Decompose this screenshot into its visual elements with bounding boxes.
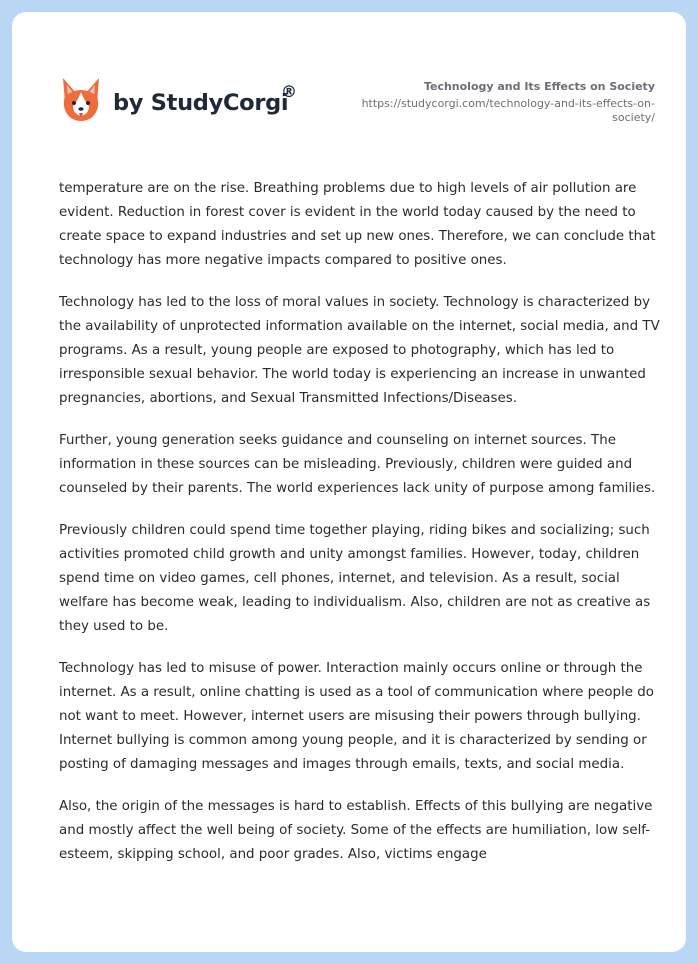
page-header <box>12 12 686 162</box>
document-body <box>59 177 661 885</box>
paragraph: Previously children could spend time together playing, riding bikes and socializing; such activities promoted child growth and unity amongst families. However, today, children spend time on video games, cell phones, internet, and television. As a result, social welfare has become weak, leading to individualism. Also, children are not as creative as they used to be. <box>59 523 651 634</box>
document-meta <box>325 80 655 125</box>
corgi-logo-icon <box>59 76 103 124</box>
document-title: Technology and Its Effects on Society <box>423 80 655 93</box>
document-url[interactable] <box>325 97 655 125</box>
paragraph: temperature are on the rise. Breathing problems due to high levels of air pollution are evident. Reduction in forest cover is evident in the world today caused by the need to create space to expand industries and set up new ones. Therefore, we can conclude that technology has more negative impacts compared to positive ones. <box>59 181 656 268</box>
registered-mark: ® <box>281 82 297 101</box>
document-url-line-1[interactable]: https://studycorgi.com/technology-and-its-effects-on- <box>361 97 655 110</box>
paragraph: Technology has led to the loss of moral values in society. Technology is characterized by the availability of unprotected information available on the internet, social media, and TV programs. As a result, young people are exposed to photography, which has led to irresponsible sexual behavior. The world today is experiencing an increase in unwanted pregnancies, abortions, and Sexual Transmitted Infections/Diseases. <box>59 295 660 406</box>
paragraph: Also, the origin of the messages is hard to establish. Effects of this bullying are negative and mostly affect the well being of society. Some of the effects are humiliation, low self-esteem, skipping school, and poor grades. Also, victims engage <box>59 799 653 862</box>
document-page <box>12 12 686 952</box>
paragraph: Technology has led to misuse of power. Interaction mainly occurs online or through the internet. As a result, online chatting is used as a tool of communication where people do not want to meet. However, internet users are misusing their powers through bullying. Internet bullying is common among young people, and it is characterized by sending or posting of damaging messages and images through emails, texts, and social media. <box>59 661 654 772</box>
studycorgi-logo[interactable] <box>59 76 319 126</box>
document-url-line-2[interactable]: society/ <box>612 111 655 124</box>
logo-text: by StudyCorgi <box>113 90 289 116</box>
paragraph: Further, young generation seeks guidance and counseling on internet sources. The information in these sources can be misleading. Previously, children were guided and counseled by their parents. The world experiences lack unity of purpose among families. <box>59 433 656 496</box>
